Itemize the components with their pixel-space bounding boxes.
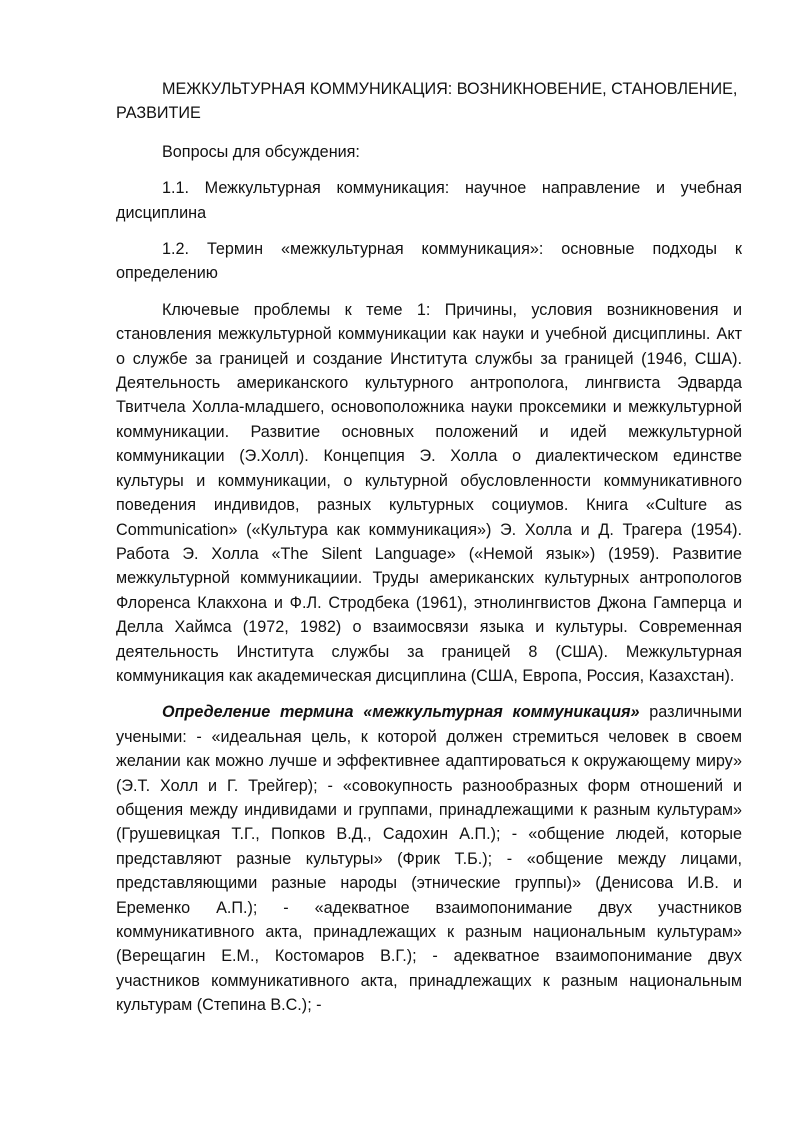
question-1: 1.1. Межкультурная коммуникация: научное направление и учебная дисциплина bbox=[116, 179, 742, 222]
definition-heading: Определение термина «межкультурная коммуникация» bbox=[162, 703, 640, 722]
document-page bbox=[116, 77, 742, 1018]
document-title: МЕЖКУЛЬТУРНАЯ КОММУНИКАЦИЯ: ВОЗНИКНОВЕНИЕ, СТАНОВЛЕНИЕ, РАЗВИТИЕ bbox=[116, 80, 738, 123]
definition-text: различными учеными: - «идеальная цель, к которой должен стремиться человек в своем желании как можно лучше и эффективнее адаптироваться к окружающему миру» (Э.Т. Холл и Г. Трейгер); - «совокупность разнообразных форм отношений и общения между индивидами и группами, принадлежащими к разным культурам» (Грушевицкая Т.Г., Попков В.Д., Садохин А.П.); - «общение людей, которые представляют разные культуры» (Фрик Т.Б.); - «общение между лицами, представляющими разные народы (этнические группы)» (Денисова И.В. и Еременко А.П.); - «адекватное взаимопонимание двух участников коммуникативного акта, принадлежащих к разным национальным культурам» (Верещагин Е.М., Костомаров В.Г.); - адекватное взаимопонимание двух участников коммуникативного акта, принадлежащих к разным национальным культурам (Степина В.С.); - bbox=[116, 703, 742, 1015]
definition-paragraph bbox=[116, 700, 742, 1017]
questions-heading: Вопросы для обсуждения: bbox=[162, 142, 360, 161]
question-2: 1.2. Термин «межкультурная коммуникация»: основные подходы к определению bbox=[116, 240, 742, 283]
key-problems-paragraph: Ключевые проблемы к теме 1: Причины, условия возникновения и становления межкультурной коммуникации как науки и учебной дисциплины. Акт о службе за границей и создание Института службы за границей (1946, США). Деятельность американского культурного антрополога, лингвиста Эдварда Твитчела Холла-младшего, основоположника науки проксемики и межкультурной коммуникации. Развитие основных положений и идей межкультурной коммуникации (Э.Холл). Концепция Э. Холла о диалектическом единстве культуры и коммуникации, о культурной обусловленности коммуникативного поведения индивидов, разных культурных социумов. Книга «Culture as Communication» («Культура как коммуникация») Э. Холла и Д. Трагера (1954). Работа Э. Холла «The Silent Language» («Немой язык») (1959). Развитие межкультурной коммуникациии. Труды американских культурных антропологов Флоренса Клакхона и Ф.Л. Стродбека (1961), этнолингвистов Джона Гамперца и Делла Хаймса (1972, 1982) о взаимосвязи языка и культуры. Современная деятельность Института службы за границей 8 (США). Межкультурная коммуникация как академическая дисциплина (США, Европа, Россия, Казахстан). bbox=[116, 300, 742, 685]
